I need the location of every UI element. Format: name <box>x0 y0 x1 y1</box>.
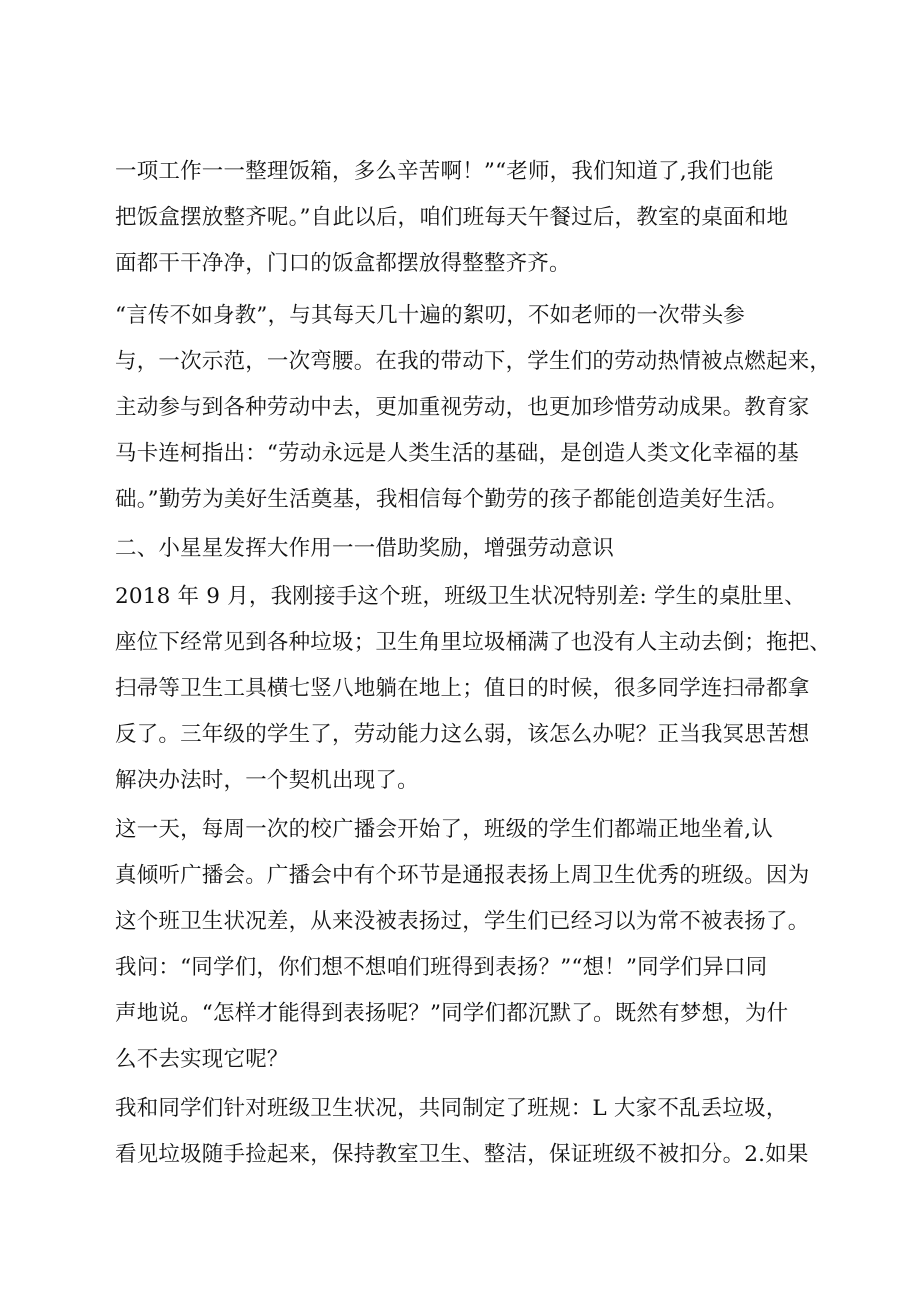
text-line: 一项工作一一整理饭箱，多么辛苦啊！”“老师，我们知道了,我们也能 <box>115 159 774 184</box>
text-line: 座位下经常见到各种垃圾；卫生角里垃圾桶满了也没有人主动去倒；拖把、 <box>115 630 832 655</box>
text-line: 这一天，每周一次的校广播会开始了，班级的学生们都端正地坐着,认 <box>115 817 774 842</box>
text-line: 看见垃圾随手捡起来，保持教室卫生、整洁，保证班级不被扣分。2.如果 <box>115 1142 809 1167</box>
text-line: 解决办法时，一个契机出现了。 <box>115 768 419 793</box>
paragraph-2 <box>115 293 832 523</box>
text-line: 声地说。“怎样才能得到表扬呢？”同学们都沉默了。既然有梦想，为什 <box>115 1001 789 1026</box>
text-line: 真倾听广播会。广播会中有个环节是通报表扬上周卫生优秀的班级。因为 <box>115 863 810 888</box>
text-line: 面都干干净净，门口的饭盒都摆放得整整齐齐。 <box>115 251 571 276</box>
section-heading <box>115 526 815 572</box>
heading-line: 二、小星星发挥大作用一一借助奖励，增强劳动意识 <box>115 536 615 561</box>
text-line: “言传不如身教”，与其每天几十遍的絮叨，不如老师的一次带头参 <box>115 303 745 328</box>
text-line: 我和同学们针对班级卫生状况，共同制定了班规：L 大家不乱丢垃圾， <box>115 1096 788 1121</box>
text-line: 么不去实现它呢？ <box>115 1047 289 1072</box>
text-line: 主动参与到各种劳动中去，更加重视劳动，也更加珍惜劳动成果。教育家 <box>115 395 810 420</box>
text-line: 扫帚等卫生工具横七竖八地躺在地上；值日的时候，很多同学连扫帚都拿 <box>115 676 810 701</box>
text-line: 2018 年 9 月，我刚接手这个班，班级卫生状况特别差: 学生的桌肚里、 <box>115 584 806 609</box>
text-line: 把饭盒摆放整齐呢。”自此以后，咱们班每天午餐过后，教室的桌面和地 <box>115 205 789 230</box>
text-line: 反了。三年级的学生了，劳动能力这么弱，该怎么办呢？正当我冥思苦想 <box>115 722 810 747</box>
text-line: 这个班卫生状况差，从来没被表扬过，学生们已经习以为常不被表扬了。 <box>115 909 810 934</box>
paragraph-4 <box>115 574 832 804</box>
text-line: 我问：“同学们，你们想不想咱们班得到表扬？”“想！”同学们异口同 <box>115 955 768 980</box>
text-line: 础。”勤劳为美好生活奠基，我相信每个勤劳的孩子都能创造美好生活。 <box>115 487 789 512</box>
paragraph-5 <box>115 807 815 1083</box>
text-line: 马卡连柯指出：“劳动永远是人类生活的基础，是创造人类文化幸福的基 <box>115 441 799 466</box>
paragraph-6 <box>115 1086 815 1178</box>
paragraph-1 <box>115 149 815 287</box>
text-line: 与，一次示范，一次弯腰。在我的带动下，学生们的劳动热情被点燃起来， <box>115 349 832 374</box>
